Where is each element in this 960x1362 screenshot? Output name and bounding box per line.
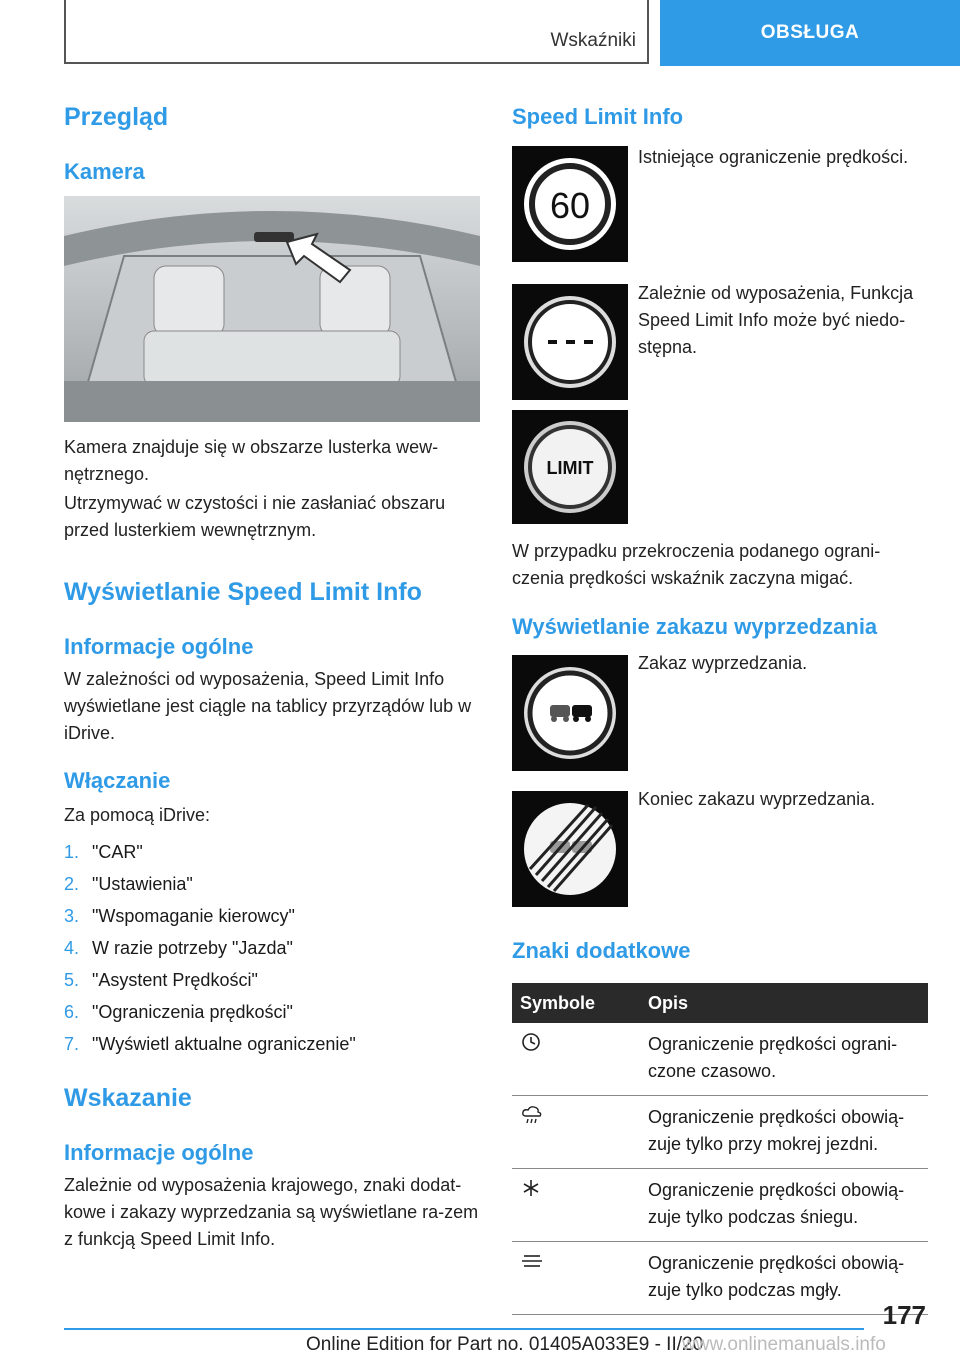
end-no-overtaking-sign [512,791,628,907]
symbols-table [512,983,928,1315]
clock-icon [520,1037,542,1057]
heading-informacje-1: Informacje ogólne [64,634,254,659]
speed-limit-unavailable-sign [512,284,628,400]
list-item: 2. "Ustawienia" [64,874,193,894]
fog-icon [520,1256,544,1276]
kamera-paragraph-2: Utrzymywać w czystości i nie zasłaniać obszaru przed lusterkiem wewnętrznym. [64,493,446,540]
table-cell-desc: Ograniczenie prędkości ograni-czone czasowo. [640,1023,928,1096]
heading-kamera: Kamera [64,159,145,184]
heading-informacje-2: Informacje ogólne [64,1140,254,1165]
table-row [512,1023,928,1096]
list-item: 3. "Wspomaganie kierowcy" [64,906,295,926]
limit-sign [512,410,628,524]
sign-limit-label: LIMIT [546,458,594,478]
heading-wlaczanie: Włączanie [64,768,171,793]
heading-zakaz: Wyświetlanie zakazu wyprzedzania [512,614,878,639]
heading-przeglad: Przegląd [64,103,169,131]
informacje-paragraph-2: Zależnie od wyposażenia krajowego, znaki dodat-kowe i zakazy wyprzedzania są wyświetlane ra-zem z funkcją Speed Limit Info. [64,1175,479,1249]
table-cell-desc: Ograniczenie prędkości obowią-zuje tylko podczas śniegu. [640,1169,928,1242]
list-item: 5. "Asystent Prędkości" [64,970,258,990]
end-no-overtaking-text: Koniec zakazu wyprzedzania. [638,789,876,809]
no-overtaking-sign [512,655,628,771]
watermark: www.onlinemanuals.info [682,1334,886,1355]
table-row [512,1096,928,1169]
steps-list [64,836,484,1060]
footer-divider [64,1328,864,1330]
table-cell-desc: Ograniczenie prędkości obowią-zuje tylko podczas mgły. [640,1242,928,1315]
heading-wskazanie: Wskazanie [64,1084,192,1112]
list-item: 6. "Ograniczenia prędkości" [64,1002,293,1022]
exceed-paragraph: W przypadku przekroczenia podanego ograni-czenia prędkości wskaźnik zaczyna migać. [512,541,881,588]
rain-cloud-icon [520,1110,544,1130]
heading-znaki-dodatkowe: Znaki dodatkowe [512,938,691,963]
list-item: 1. "CAR" [64,842,143,862]
sign-60-text: Istniejące ograniczenie prędkości. [638,147,909,167]
chapter-tab: OBSŁUGA [660,0,960,66]
no-overtaking-text: Zakaz wyprzedzania. [638,653,808,673]
sign-unavailable-text: Zależnie od wyposażenia, Funkcja Speed Limit Info może być niedo-stępna. [638,283,914,357]
section-title: Wskaźniki [550,30,636,51]
informacje-paragraph-1: W zależności od wyposażenia, Speed Limit Info wyświetlane jest ciągle na tablicy przyrządów lub w iDrive. [64,669,472,743]
table-row [512,1242,928,1315]
list-item: 7. "Wyświetl aktualne ograniczenie" [64,1034,356,1054]
sign-60-label: 60 [549,185,591,226]
heading-wyswietlanie: Wyświetlanie Speed Limit Info [64,578,422,606]
table-cell-desc: Ograniczenie prędkości obowią-zuje tylko przy mokrej jezdni. [640,1096,928,1169]
page-number: 177 [882,1300,926,1330]
heading-speed-limit-info: Speed Limit Info [512,104,684,129]
col-header-opis: Opis [640,983,928,1023]
list-item: 4. W razie potrzeby "Jazda" [64,938,293,958]
table-row [512,1169,928,1242]
snowflake-icon [520,1183,542,1203]
kamera-paragraph-1: Kamera znajduje się w obszarze lusterka wew-nętrznego. [64,437,439,484]
camera-location-image [64,196,480,422]
speed-limit-60-sign [512,146,628,262]
col-header-symbole: Symbole [512,983,640,1023]
edition-text: Online Edition for Part no. 01405A033E9 - II/20 [306,1334,704,1355]
wlaczanie-paragraph: Za pomocą iDrive: [64,805,211,825]
